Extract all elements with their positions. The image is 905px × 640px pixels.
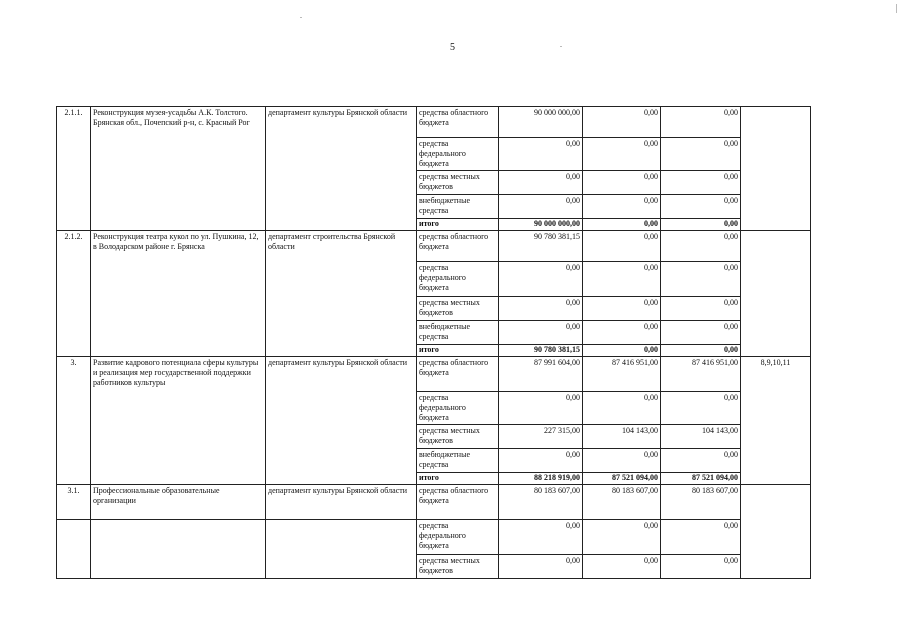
amount-year-2: 0,00 (583, 520, 661, 555)
funding-source: средства областного бюджета (417, 107, 499, 138)
indicator-numbers (741, 107, 811, 231)
total-year-3: 0,00 (661, 219, 741, 231)
amount-year-2: 0,00 (583, 449, 661, 473)
funding-source: средства федерального бюджета (417, 262, 499, 297)
total-year-3: 0,00 (661, 345, 741, 357)
amount-year-2: 80 183 607,00 (583, 485, 661, 520)
event-name: Профессиональные образовательные организации (91, 485, 266, 520)
event-name-empty (91, 520, 266, 579)
funding-source: средства федерального бюджета (417, 138, 499, 171)
row-index: 3.1. (57, 485, 91, 520)
budget-table (56, 106, 811, 579)
amount-year-3: 0,00 (661, 520, 741, 555)
amount-year-2: 0,00 (583, 107, 661, 138)
executor-empty (266, 520, 417, 579)
amount-year-3: 104 143,00 (661, 425, 741, 449)
funding-source: средства местных бюджетов (417, 555, 499, 579)
indicator-numbers: 8,9,10,11 (741, 357, 811, 485)
amount-year-3: 0,00 (661, 171, 741, 195)
table-row (57, 485, 811, 520)
page-number: 5 (450, 42, 455, 53)
table-row (57, 520, 811, 555)
amount-year-3: 0,00 (661, 107, 741, 138)
row-index: 3. (57, 357, 91, 485)
amount-year-2: 0,00 (583, 171, 661, 195)
amount-year-1: 0,00 (499, 520, 583, 555)
table-row (57, 107, 811, 138)
table-row (57, 357, 811, 392)
indicator-numbers (741, 231, 811, 357)
amount-year-3: 0,00 (661, 297, 741, 321)
amount-year-2: 0,00 (583, 555, 661, 579)
amount-year-3: 0,00 (661, 392, 741, 425)
amount-year-1: 0,00 (499, 449, 583, 473)
scan-mark (560, 46, 562, 47)
amount-year-2: 0,00 (583, 231, 661, 262)
funding-source: внебюджетные средства (417, 195, 499, 219)
amount-year-3: 0,00 (661, 555, 741, 579)
amount-year-1: 80 183 607,00 (499, 485, 583, 520)
funding-source: внебюджетные средства (417, 449, 499, 473)
total-year-3: 87 521 094,00 (661, 473, 741, 485)
amount-year-3: 0,00 (661, 321, 741, 345)
amount-year-1: 0,00 (499, 195, 583, 219)
amount-year-3: 0,00 (661, 138, 741, 171)
amount-year-3: 0,00 (661, 449, 741, 473)
amount-year-2: 0,00 (583, 392, 661, 425)
event-name: Развитие кадрового потенциала сферы культуры и реализация мер государственной поддержки работников культуры (91, 357, 266, 485)
amount-year-2: 0,00 (583, 195, 661, 219)
event-name: Реконструкция музея-усадьбы А.К. Толстого. Брянская обл., Почепский р-н, с. Красный Рог (91, 107, 266, 231)
amount-year-2: 0,00 (583, 138, 661, 171)
amount-year-3: 0,00 (661, 195, 741, 219)
scan-mark (896, 4, 897, 13)
funding-source: средства областного бюджета (417, 357, 499, 392)
event-name: Реконструкция театра кукол по ул. Пушкина, 12, в Володарском районе г. Брянска (91, 231, 266, 357)
amount-year-1: 0,00 (499, 297, 583, 321)
amount-year-1: 0,00 (499, 138, 583, 171)
funding-source: средства областного бюджета (417, 231, 499, 262)
funding-source: внебюджетные средства (417, 321, 499, 345)
table-row (57, 231, 811, 262)
amount-year-3: 0,00 (661, 231, 741, 262)
amount-year-2: 0,00 (583, 321, 661, 345)
amount-year-3: 80 183 607,00 (661, 485, 741, 520)
amount-year-1: 90 780 381,15 (499, 231, 583, 262)
row-index: 2.1.1. (57, 107, 91, 231)
executor: департамент культуры Брянской области (266, 357, 417, 485)
amount-year-1: 227 315,00 (499, 425, 583, 449)
funding-source: средства местных бюджетов (417, 171, 499, 195)
amount-year-1: 0,00 (499, 555, 583, 579)
amount-year-3: 0,00 (661, 262, 741, 297)
amount-year-3: 87 416 951,00 (661, 357, 741, 392)
total-year-1: 88 218 919,00 (499, 473, 583, 485)
executor: департамент культуры Брянской области (266, 107, 417, 231)
funding-source: итого (417, 345, 499, 357)
total-year-2: 0,00 (583, 219, 661, 231)
funding-source: итого (417, 473, 499, 485)
amount-year-2: 104 143,00 (583, 425, 661, 449)
funding-source: средства областного бюджета (417, 485, 499, 520)
total-year-1: 90 780 381,15 (499, 345, 583, 357)
amount-year-2: 0,00 (583, 262, 661, 297)
total-year-2: 0,00 (583, 345, 661, 357)
total-year-2: 87 521 094,00 (583, 473, 661, 485)
funding-source: средства федерального бюджета (417, 392, 499, 425)
amount-year-2: 87 416 951,00 (583, 357, 661, 392)
row-index: 2.1.2. (57, 231, 91, 357)
row-index-empty (57, 520, 91, 579)
executor: департамент культуры Брянской области (266, 485, 417, 520)
scan-mark (300, 17, 302, 18)
total-year-1: 90 000 000,00 (499, 219, 583, 231)
funding-source: средства федерального бюджета (417, 520, 499, 555)
amount-year-1: 0,00 (499, 171, 583, 195)
amount-year-2: 0,00 (583, 297, 661, 321)
funding-source: средства местных бюджетов (417, 425, 499, 449)
amount-year-1: 0,00 (499, 262, 583, 297)
amount-year-1: 87 991 604,00 (499, 357, 583, 392)
amount-year-1: 0,00 (499, 392, 583, 425)
funding-source: средства местных бюджетов (417, 297, 499, 321)
amount-year-1: 0,00 (499, 321, 583, 345)
amount-year-1: 90 000 000,00 (499, 107, 583, 138)
indicator-numbers (741, 485, 811, 579)
executor: департамент строительства Брянской области (266, 231, 417, 357)
funding-source: итого (417, 219, 499, 231)
